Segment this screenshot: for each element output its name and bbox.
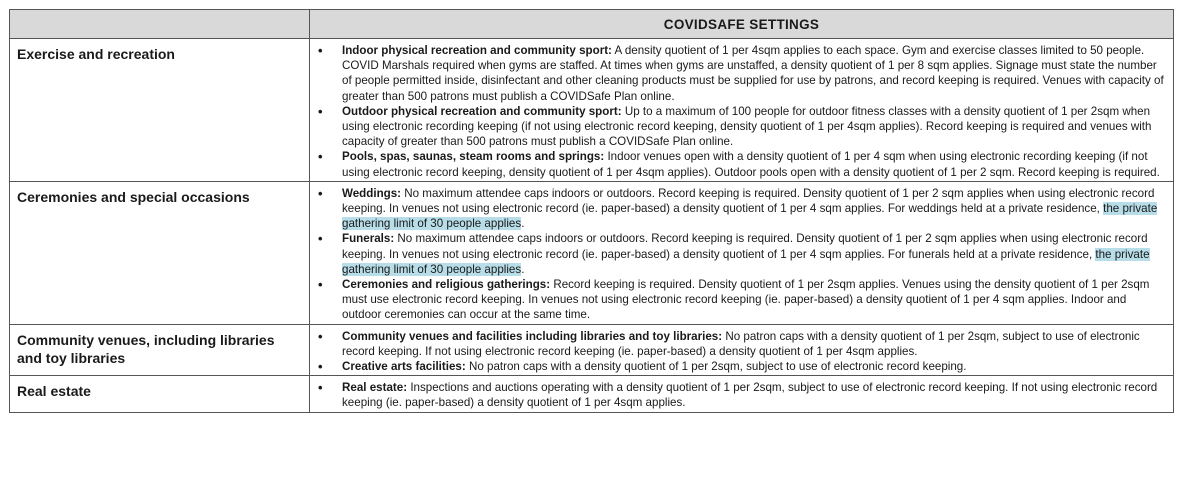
settings-list	[318, 43, 1165, 180]
list-item	[342, 43, 1165, 104]
item-text: No maximum attendee caps indoors or outdoors. Record keeping is required. Density quotient of 1 per 2 sqm applies when using electronic record keeping. In venues not using electronic record (ie. paper-based) a density quotient of 1 per 4 sqm applies. For weddings held at a private residence,	[342, 186, 1155, 216]
category-cell: Real estate	[10, 376, 310, 412]
settings-list	[318, 380, 1165, 410]
list-item	[342, 231, 1165, 277]
list-item	[342, 359, 1165, 374]
category-cell: Community venues, including libraries and toy libraries	[10, 324, 310, 376]
settings-list	[318, 329, 1165, 375]
item-label: Real estate:	[342, 381, 408, 395]
item-text: Inspections and auctions operating with a density quotient of 1 per 2sqm, subject to use of electronic record keeping. If not using electronic record keeping (ie. paper-based) a density quotient of 1 per 4sqm applies.	[342, 381, 1158, 410]
category-cell: Exercise and recreation	[10, 39, 310, 182]
item-text: No patron caps with a density quotient of 1 per 2sqm, subject to use of electronic record keeping.	[465, 360, 967, 374]
category-cell: Ceremonies and special occasions	[10, 181, 310, 324]
list-item	[342, 380, 1165, 410]
item-label: Weddings:	[342, 186, 402, 200]
item-label: Funerals:	[342, 232, 395, 246]
list-item	[342, 329, 1165, 359]
item-label: Community venues and facilities including libraries and toy libraries:	[342, 329, 723, 343]
table-row	[10, 376, 1174, 412]
settings-cell	[310, 39, 1174, 182]
item-text: Record keeping is required. Density quotient of 1 per 2sqm applies. Venues using the density quotient of 1 per 2sqm must use electronic record keeping. In venues not using electronic record keeping (ie. paper-based) a density quotient of 1 per 4 sqm applies. Indoor and outdoor ceremonies can occur at the same time.	[342, 278, 1150, 322]
item-text-end: .	[521, 217, 525, 231]
item-label: Pools, spas, saunas, steam rooms and springs:	[342, 150, 605, 164]
item-text: Up to a maximum of 100 people for outdoor fitness classes with a density quotient of 1 per 2sqm when using electronic recording keeping (if not using electronic record keeping, density quotient of 1 per 4sqm applies). Record keeping is required and venues with capacity of greater than 500 patrons must publish a COVIDSafe Plan online.	[342, 104, 1152, 149]
item-label: Creative arts facilities:	[342, 360, 466, 374]
table-header-row	[10, 10, 1174, 39]
item-text: No maximum attendee caps indoors or outdoors. Record keeping is required. Density quotient of 1 per 2 sqm applies when using electronic record keeping. In venues not using electronic record (ie. paper-based) a density quotient of 1 per 4 sqm applies. For funerals held at a private residence,	[342, 232, 1148, 261]
settings-list	[318, 186, 1165, 323]
table-row	[10, 324, 1174, 376]
item-text-end: .	[521, 262, 525, 276]
list-item	[342, 186, 1165, 232]
highlighted-text: the private gathering limit of 30 people applies	[342, 247, 1150, 276]
list-item	[342, 277, 1165, 323]
covidsafe-settings-document	[9, 9, 1173, 413]
item-text: A density quotient of 1 per 4sqm applies to each space. Gym and exercise classes limited to 50 people. COVID Marshals required when gyms are staffed. At times when gyms are unstaffed, a density quotient of 1 per 8 sqm applies. Signage must state the number of people permitted inside, disinfectant and other cleaning products must be supplied for use by patrons, and record keeping is required. Venues with capacity of greater than 500 patrons must publish a COVIDSafe Plan online.	[342, 44, 1164, 103]
item-label: Indoor physical recreation and community sport:	[342, 44, 612, 57]
settings-cell	[310, 324, 1174, 376]
table-header-title: COVIDSAFE SETTINGS	[310, 10, 1174, 39]
list-item	[342, 104, 1165, 150]
item-text: Indoor venues open with a density quotient of 1 per 4 sqm when using electronic recording keeping (if not using electronic record keeping, density quotient of 1 per 4sqm applies). Outdoor pools open with a density quotient of 1 per 2 sqm. Record keeping is required.	[342, 150, 1160, 179]
list-item	[342, 149, 1165, 179]
item-label: Outdoor physical recreation and community sport:	[342, 104, 622, 118]
item-label: Ceremonies and religious gatherings:	[342, 278, 551, 292]
table-row	[10, 181, 1174, 324]
covidsafe-settings-table	[9, 9, 1174, 413]
header-blank-cell	[10, 10, 310, 39]
table-row	[10, 39, 1174, 182]
settings-cell	[310, 181, 1174, 324]
highlighted-text: the private gathering limit of 30 people applies	[342, 202, 1158, 231]
item-text: No patron caps with a density quotient of 1 per 2sqm, subject to use of electronic record keeping. If not using electronic record keeping (ie. paper-based) a density quotient of 1 per 4sqm applies.	[342, 329, 1140, 358]
settings-cell	[310, 376, 1174, 412]
